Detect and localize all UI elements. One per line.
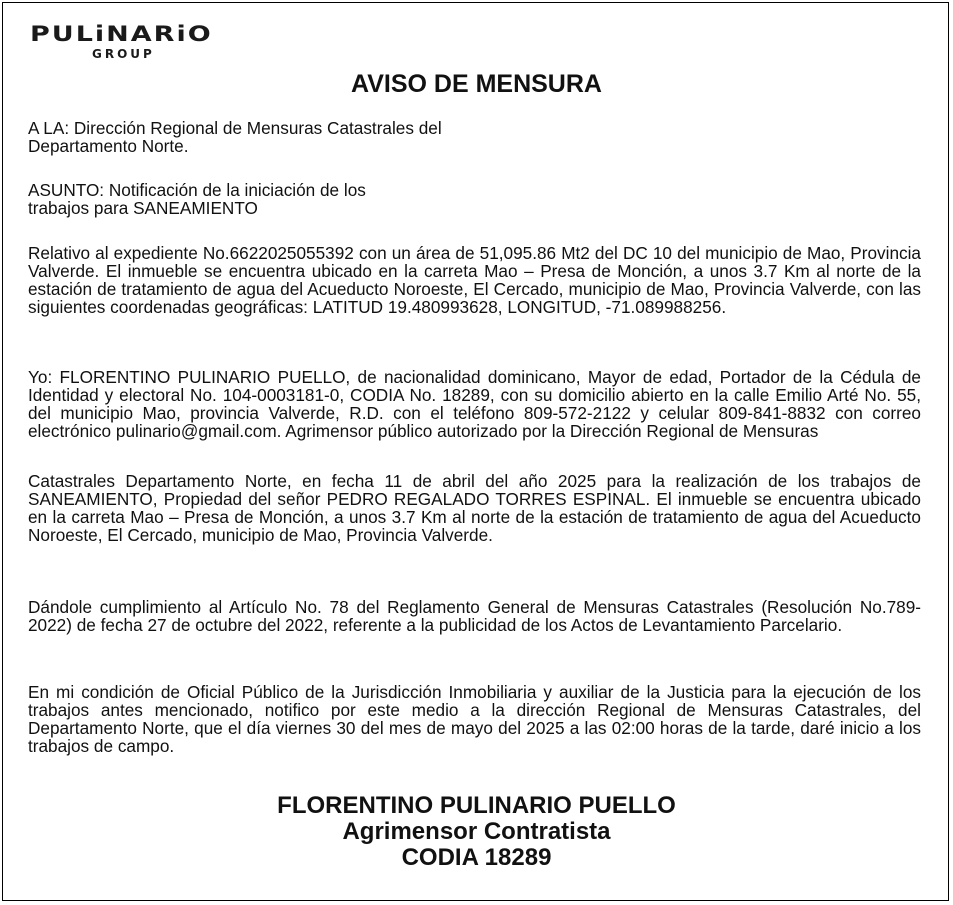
logo-wordmark: PULiNARiO [30,22,213,47]
paragraph-file-details: Relativo al expediente No.6622025055392 con un área de 51,095.86 Mt2 del DC 10 del municipio de Mao, Provincia Valverde. El inmueble se encuentra ubicado en la carreta Mao – Presa de Monción, a unos 3.7 Km al norte de la estación de tratamiento de agua del Acueducto Noroeste, El Cercado, municipio de Mao, Provincia Valverde, con las siguientes coordenadas geográficas: LATITUD 19.480993628, LONGITUD, -71.089988256. [28,243,921,317]
addressee-line-2: Departamento Norte. [28,136,189,156]
paragraph-notification: En mi condición de Oficial Público de la Jurisdicción Inmobiliaria y auxiliar de la Justicia para la ejecución de los trabajos antes mencionado, notifico por este medio a la dirección Regional de Mensuras Catastrales, del Departamento Norte, que el día viernes 30 del mes de mayo del 2025 a las 02:00 horas de la tarde, daré inicio a los trabajos de campo. [28,682,921,756]
signature-role: Agrimensor Contratista [342,818,611,845]
logo-subtitle: GROUP [92,47,155,61]
subject-line-1: ASUNTO: Notificación de la iniciación de los [28,180,366,200]
subject-line-2: trabajos para SANEAMIENTO [28,198,258,218]
paragraph-legal-basis: Dándole cumplimiento al Artículo No. 78 del Reglamento General de Mensuras Catastrales (Resolución No.789-2022) de fecha 27 de octubre del 2022, referente a la publicidad de los Actos de Levantamiento Parcelario. [28,597,921,635]
subject-block [28,181,921,217]
signature-codia: CODIA 18289 [401,844,552,871]
company-logo [30,24,270,64]
paragraph-surveyor-identity: Yo: FLORENTINO PULINARIO PUELLO, de nacionalidad dominicano, Mayor de edad, Portador de la Cédula de Identidad y electoral No. 104-0003181-0, CODIA No. 18289, con su domicilio abierto en la calle Emilio Arté No. 55, del municipio Mao, provincia Valverde, R.D. con el teléfono 809-572-2122 y celular 809-841-8832 con correo electrónico pulinario@gmail.com. Agrimensor público autorizado por la Dirección Regional de Mensuras [28,367,921,441]
paragraph-sanitation-works: Catastrales Departamento Norte, en fecha 11 de abril del año 2025 para la realización de los trabajos de SANEAMIENTO, Propiedad del señor PEDRO REGALADO TORRES ESPINAL. El inmueble se encuentra ubicado en la carreta Mao – Presa de Monción, a unos 3.7 Km al norte de la estación de tratamiento de agua del Acueducto Noroeste, El Cercado, municipio de Mao, Provincia Valverde. [28,471,921,545]
notice-title: AVISO DE MENSURA [351,70,602,98]
signature-name: FLORENTINO PULINARIO PUELLO [277,792,676,819]
addressee-block [28,119,921,155]
addressee-line-1: A LA: Dirección Regional de Mensuras Catastrales del [28,118,442,138]
